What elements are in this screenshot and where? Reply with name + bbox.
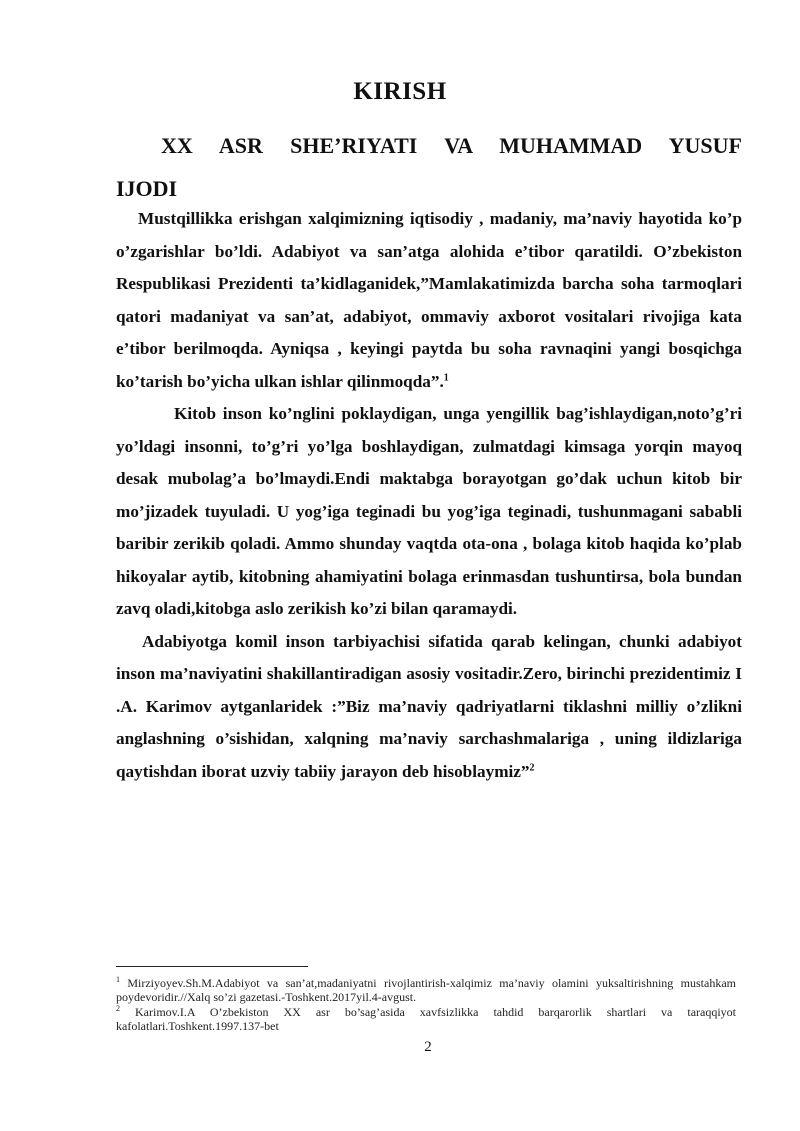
footnote-text: Karimov.I.A O’zbekiston XX asr bo’sag’asida xavfsizlikka tahdid barqarorlik shartlari va taraqqiyot kafolatlari.Toshkent.1997.137-bet <box>116 1004 737 1034</box>
footnote <box>116 976 736 1005</box>
paragraph-text: Kitob inson ko’nglini poklaydigan, unga yengillik bag’ishlaydigan,noto’g’ri yo’ldagi insonni, to’g’ri yo’lga boshlaydigan, zulmatdagi kimsaga yorqin mayoq desak mubolag’a bo’lmaydi.Endi maktabga borayotgan go’dak uchun kitob bir mo’jizadek tuyuladi. U yog’iga teginadi bu yog’iga teginadi, tushunmagani sababli baribir zerikib qoladi. Ammo shunday vaqtda ota-ona , bolaga kitob haqida ko’plab hikoyalar aytib, kitobning ahamiyatini bolaga erinmasdan tushuntirsa, bola bundan zavq oladi,kitobga aslo zerikish ko’zi bilan qaramaydi. <box>116 404 742 618</box>
paragraph <box>116 626 742 789</box>
footnote-text: Mirziyoyev.Sh.M.Adabiyot va san’at,madaniyatni rivojlantirish-xalqimiz ma’naviy olamini yuksaltirishning mustahkam poydevoridir.//Xalq so’zi gazetasi.-Toshkent.2017yil.4-avgust. <box>116 976 736 1005</box>
footnote <box>116 1005 736 1034</box>
footnotes <box>116 976 736 1034</box>
body-text <box>116 203 742 788</box>
page-number: 2 <box>424 1039 432 1055</box>
page-subtitle: XX ASR SHE’RIYATI VA MUHAMMAD YUSUF IJODI <box>116 133 742 201</box>
page-title: KIRISH <box>353 78 447 105</box>
footnote-reference[interactable]: 2 <box>529 761 535 773</box>
paragraph-text: Adabiyotga komil inson tarbiyachisi sifatida qarab kelingan, chunki adabiyot inson ma’naviyatini shakillantiradigan asosiy vositadir.Zero, birinchi prezidentimiz I .A. Karimov aytganlaridek :”Biz ma’naviy qadriyatlarni tiklashni milliy o’zlikni anglashning o’sishidan, xalqning ma’naviy sarchashmalariga , uning ildizlariga qaytishdan iborat uzviy tabiiy jarayon deb hisoblaymiz” <box>116 631 742 781</box>
paragraph <box>116 203 742 398</box>
paragraph-text: Mustqillikka erishgan xalqimizning iqtisodiy , madaniy, ma’naviy hayotida ko’p o’zgarishlar bo’ldi. Adabiyot va san’atga alohida e’tibor qaratildi. O’zbekiston Respublikasi Prezidenti ta’kidlaganidek,”Mamlakatimizda barcha soha tarmoqlari qatori madaniyat va san’at, adabiyot, ommaviy axborot vositalari rivojiga kata e’tibor berilmoqda. Ayniqsa , keyingi paytda bu soha ravnaqini yangi bosqichga ko’tarish bo’yicha ulkan ishlar qilinmoqda”. <box>116 209 742 391</box>
footnote-mark: 1 <box>116 975 120 984</box>
paragraph <box>116 398 742 626</box>
footnote-divider <box>116 966 308 967</box>
footnote-reference[interactable]: 1 <box>443 371 449 383</box>
footnote-mark: 2 <box>116 1003 120 1013</box>
